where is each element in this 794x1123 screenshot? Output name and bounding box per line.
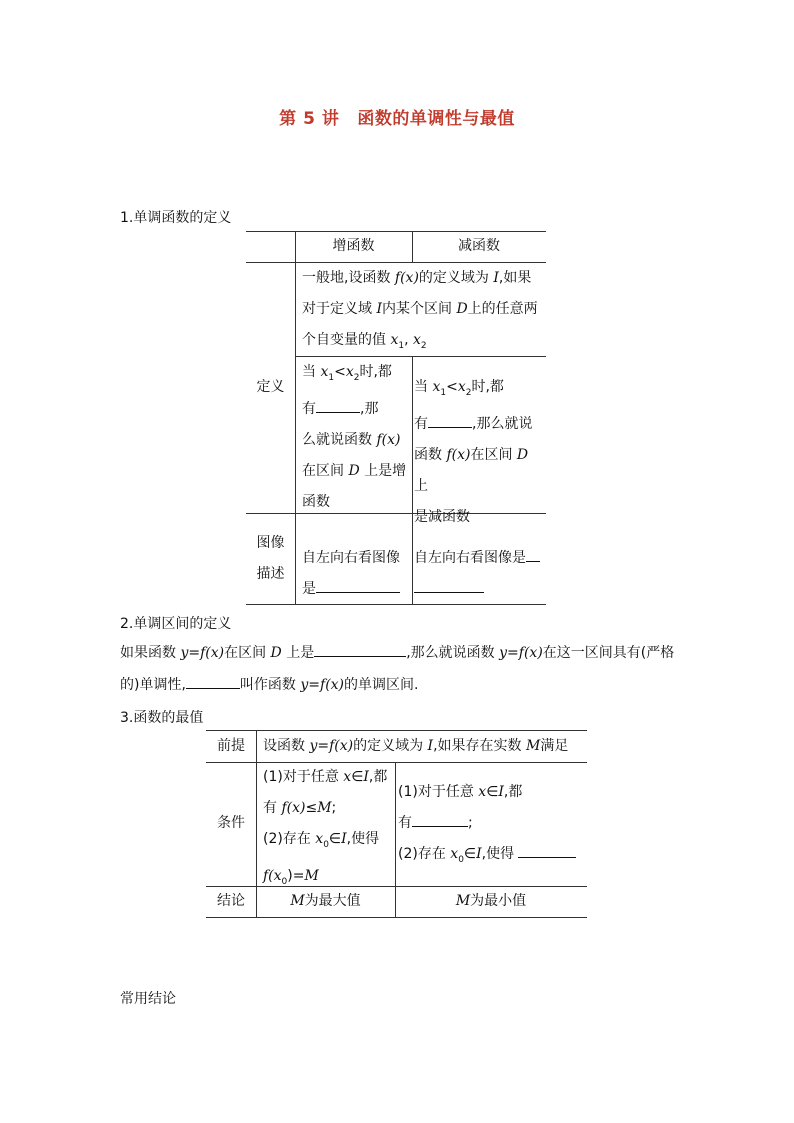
shared-definition-text: 一般地,设函数 f(x)的定义域为 I,如果 对于定义域 I内某个区间 D上的任意两 个自变量的值 $x_1$, $x_2$	[302, 270, 538, 351]
min-condition-text: (1)对于任意 x∈I,都 有 ; (2)存在 $x_0\in I$,使得	[398, 777, 587, 876]
row-header-premise: 前提	[217, 738, 245, 754]
col-header-increasing: 增函数	[332, 238, 375, 254]
conclusion-min: M为最小值	[455, 893, 527, 909]
fill-blank	[428, 413, 472, 428]
fill-blank	[316, 578, 400, 593]
section-2-paragraph: 如果函数 y=f(x)在区间 D 上是 ,那么就说函数 y=f(x)在这一区间具有(严格 的)单调性, 叫作函数 y=f(x)的单调区间.	[120, 637, 680, 701]
page-title	[0, 104, 794, 129]
fill-blank	[526, 547, 540, 562]
row-header-conclusion: 结论	[217, 893, 245, 909]
fill-blank	[518, 843, 576, 858]
max-condition-text: (1)对于任意 x∈I,都 有 f(x)≤M; (2)存在 $x_0\in I$,使得 $f(x_0)=M$	[263, 769, 388, 887]
lesson-title: 函数的单调性与最值	[357, 109, 515, 129]
row-header-definition: 定义	[256, 379, 285, 395]
decreasing-graph-text: 自左向右看图像是	[414, 543, 546, 605]
decreasing-definition-text: 当 $x_1<x_2$时,都 有 ,那么就说 函数 f(x)在区间 D 上 是减函数	[414, 379, 533, 525]
increasing-graph-text: 自左向右看图像 是	[302, 550, 400, 597]
row-header-condition: 条件	[217, 815, 245, 831]
section-1-heading: 1.单调函数的定义	[120, 210, 232, 226]
fill-blank	[186, 674, 240, 689]
lesson-number: 第 5 讲	[279, 109, 340, 129]
increasing-definition-text: 当 $x_1<x_2$时,都 有 ,那 么就说函数 f(x) 在区间 D 上是增 函数	[302, 364, 407, 510]
fill-blank	[414, 578, 484, 593]
fill-blank	[316, 398, 360, 413]
section-2-heading: 2.单调区间的定义	[120, 616, 232, 632]
col-header-decreasing: 减函数	[458, 238, 500, 254]
conclusion-max: M为最大值	[290, 893, 361, 909]
row-header-graph: 图像 描述	[256, 535, 285, 582]
common-conclusions-heading: 常用结论	[120, 991, 176, 1007]
fill-blank	[412, 812, 468, 827]
premise-text: 设函数 y=f(x)的定义域为 I,如果存在实数 M满足	[263, 738, 569, 754]
fill-blank	[314, 642, 406, 657]
section-3-heading: 3.函数的最值	[120, 710, 204, 726]
